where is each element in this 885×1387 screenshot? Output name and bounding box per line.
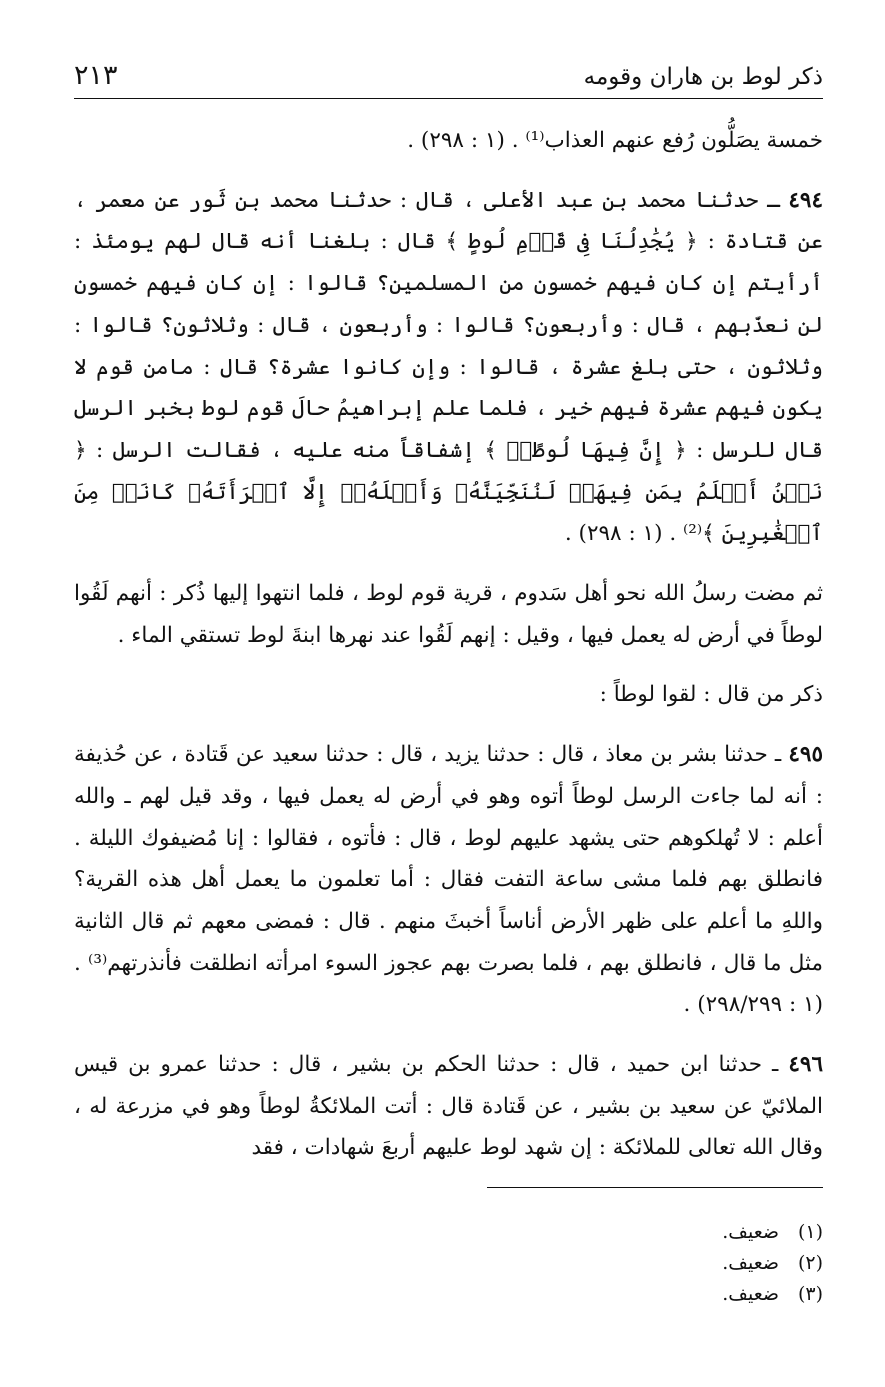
paragraph-text: ـ حدثنا ابن حميد ، قال : حدثنا الحكم بن بشير ، قال : حدثنا عمرو بن قيس الملائيّ عن سعيد بن بشير ، عن قَتادة قال : أتت الملائكةُ لوطاً وهو في مزرعة له ، وقال الله تعالى للملائكة : إن شهد لوط عليهم أربعَ شهادات ، فقد	[74, 1052, 823, 1161]
hadith-494	[74, 180, 823, 555]
footnote-item	[722, 1279, 823, 1310]
hadith-number: ٤٩٦	[788, 1052, 823, 1078]
footnote-item	[722, 1248, 823, 1279]
paragraph-text: ثم مضت رسلُ الله نحو أهل سَدوم ، قرية قوم لوط ، فلما انتهوا إليها ذُكر : أنهم لَقُوا لوطاً في أرض له يعمل فيها ، وقيل : إنهم لَقُوا عند نهرها ابنةَ لوط تستقي الماء .	[74, 581, 823, 648]
page-number: ٢١٣	[74, 60, 118, 91]
paragraph-text: ـ حدثنا بشر بن معاذ ، قال : حدثنا يزيد ، قال : حدثنا سعيد عن قَتادة ، عن حُذيفة : أنه لما جاءت الرسل لوطاً أتوه وهو في أرض له يعمل فيها ، وقد قيل لهم ـ والله أعلم : لا تُهلكوهم حتى يشهد عليهم لوط ، قال : فأتوه ، فقالوا : إنا مُضيفوك الليلة . فانطلق بهم فلما مشى ساعة التفت فقال : أما تعلمون ما يعمل أهل هذه القرية؟ واللهِ ما أعلم على ظهر الأرض أناساً أخبثَ منهم . قال : فمضى معهم ثم قال الثانية مثل ما قال ، فانطلق بهم ، فلما بصرت بهم عجوز السوء امرأته انطلقت فأنذرتهم⁽³⁾ . (١ : ٢٩٨/٢٩٩) .	[74, 742, 823, 1018]
narrative-paragraph	[74, 573, 823, 656]
footnote-marker: (١)	[797, 1221, 823, 1243]
footnote-item	[722, 1217, 823, 1248]
hadith-number: ٤٩٤	[788, 187, 823, 213]
paragraph-text: ـ حدثنا محمد بن عبد الأعلى ، قال : حدثنا محمد بن ثَور عن معمر ، عن قتادة : ﴿ يُجَٰدِلُنَا فِى قَوۡمِ لُوطٍ ﴾ قال : بلغنا أنه قال لهم يومئذ : أرأيتم إن كان فيهم خمسون من المسلمين؟ قالوا : إن كان فيهم خمسون لن نعذّبهم ، قال : وأربعون؟ قالوا : وأربعون ، قال : وثلاثون؟ قالوا : وثلاثون ، حتى بلغ عشرة ، قالوا : وإن كانوا عشرة؟ قال : مامن قوم لا يكون فيهم عشرة فيهم خير ، فلما علم إبراهيمُ حالَ قوم لوط بخبر الرسل قال للرسل : ﴿ إِنَّ فِيهَا لُوطًاۚ ﴾ إشفاقاً منه عليه ، فقالت الرسل : ﴿ نَحۡنُ أَعۡلَمُ بِمَن فِيهَاۖ لَنُنَجِّيَنَّهُۥ وَأَهۡلَهُۥٓ إِلَّا ٱمۡرَأَتَهُۥ كَانَتۡ مِنَ ٱلۡغَٰبِرِينَ ﴾⁽²⁾ . (١ : ٢٩٨) .	[74, 187, 823, 547]
footnotes	[722, 1217, 823, 1310]
chapter-title: ذكر لوط بن هاران وقومه	[583, 64, 823, 90]
hadith-496	[74, 1044, 823, 1169]
footnote-separator	[487, 1187, 823, 1188]
footnote-marker: (٣)	[797, 1283, 823, 1305]
hadith-495	[74, 734, 823, 1026]
running-header	[74, 58, 823, 99]
paragraph-text: خمسة يصَلُّون رُفع عنهم العذاب⁽¹⁾ . (١ : ٢٩٨) .	[407, 128, 823, 153]
paragraph-continuation	[74, 120, 823, 162]
main-text	[74, 120, 823, 1187]
footnote-text: ضعيف.	[722, 1221, 779, 1243]
hadith-number: ٤٩٥	[788, 742, 824, 768]
footnote-text: ضعيف.	[722, 1252, 779, 1274]
footnote-marker: (٢)	[797, 1252, 823, 1274]
paragraph-text: ذكر من قال : لقوا لوطاً :	[599, 682, 823, 708]
section-heading	[74, 674, 823, 716]
footnote-text: ضعيف.	[722, 1283, 779, 1305]
